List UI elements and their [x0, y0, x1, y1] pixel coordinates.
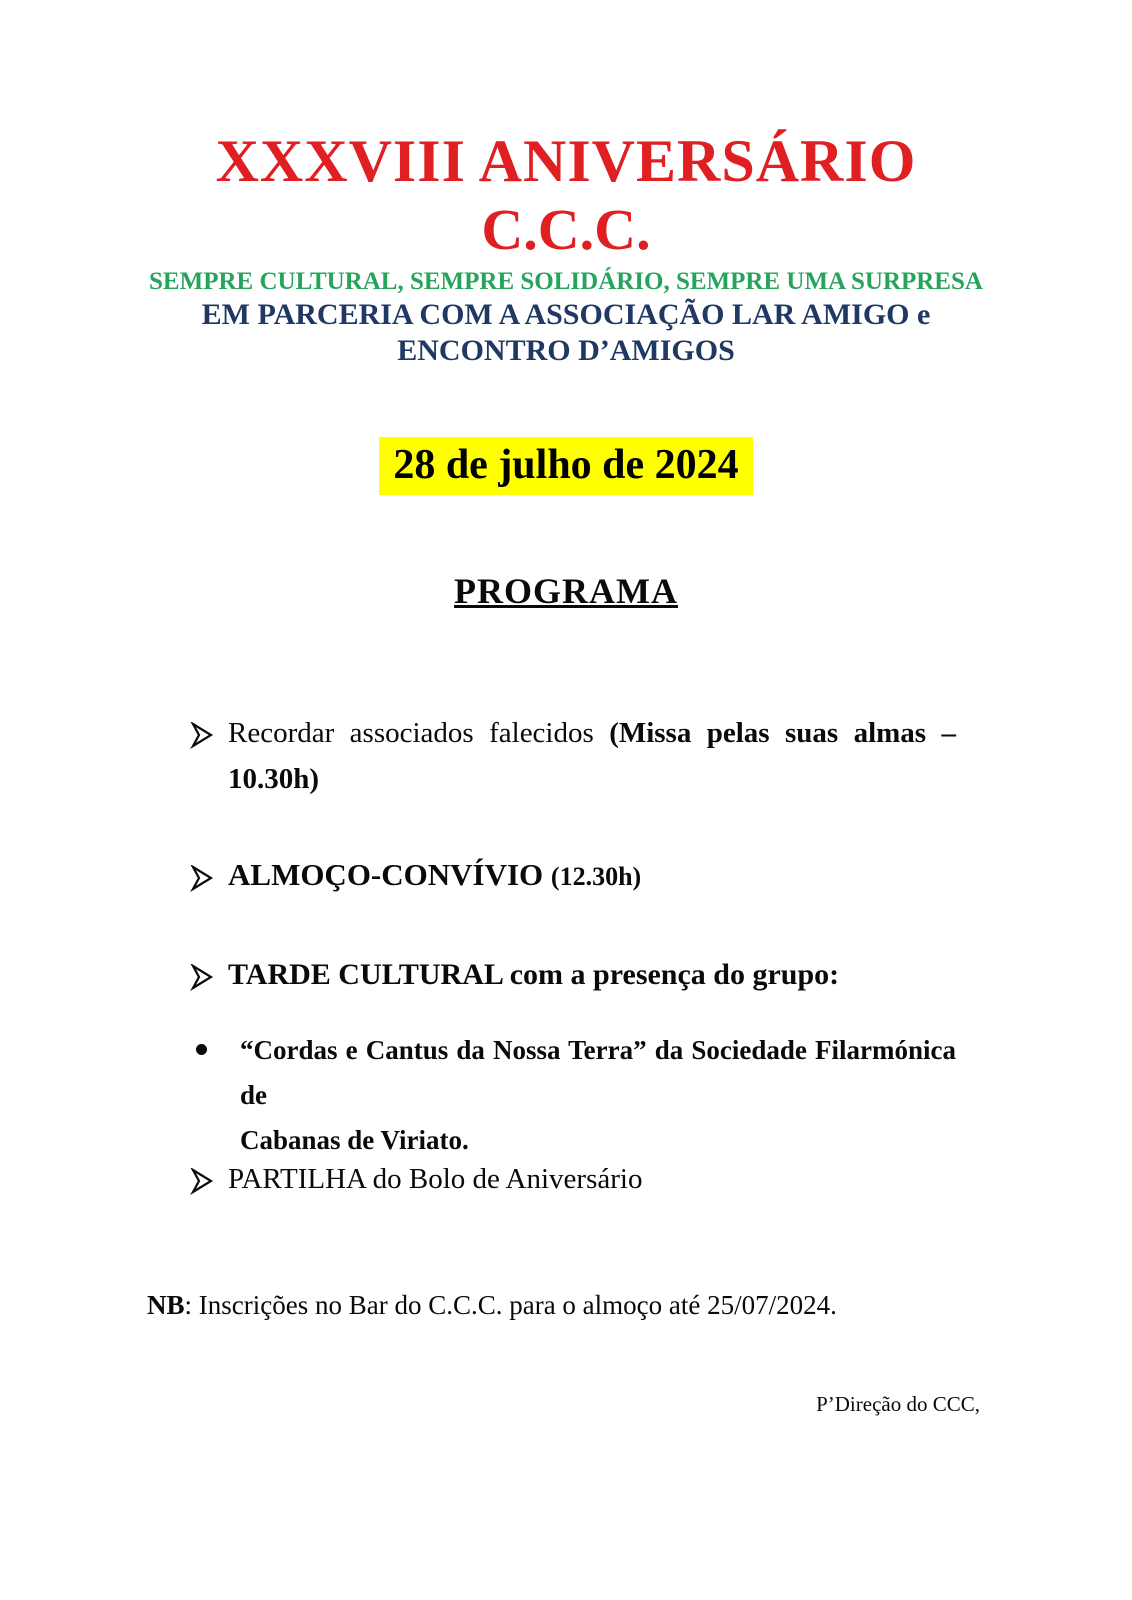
date-banner: 28 de julho de 2024 — [379, 437, 752, 495]
program-item-almoco — [190, 852, 956, 900]
arrowhead-right-icon — [190, 960, 214, 988]
date-row — [0, 437, 1132, 495]
arrowhead-right-icon — [190, 718, 214, 746]
partnership-line-2: ENCONTRO D’AMIGOS — [397, 334, 735, 367]
program-item-missa-bold: (Missa pelas suas almas – — [609, 717, 956, 749]
signature-line: P’Direção do CCC, — [816, 1392, 980, 1416]
program-item-almoco-label: ALMOÇO-CONVÍVIO — [228, 857, 544, 892]
arrowhead-right-icon — [190, 1164, 214, 1192]
partnership-lines — [0, 297, 1132, 369]
program-item-missa-line1 — [228, 710, 956, 756]
nb-label: NB — [147, 1290, 185, 1320]
nb-note — [147, 1290, 1007, 1321]
program-subitem-grupo — [190, 1028, 956, 1163]
slogan-line: SEMPRE CULTURAL, SEMPRE SOLIDÁRIO, SEMPRE UMA SURPRESA — [149, 268, 983, 295]
arrowhead-right-icon — [190, 860, 214, 888]
program-subitem-line1: “Cordas e Cantus da Nossa Terra” da Sociedade Filarmónica de — [240, 1035, 956, 1110]
page-title: XXXVIII ANIVERSÁRIO — [215, 128, 917, 194]
program-item-missa — [190, 710, 956, 802]
program-heading: PROGRAMA — [454, 571, 678, 611]
nb-text: : Inscrições no Bar do C.C.C. para o almoço até 25/07/2024. — [184, 1290, 837, 1320]
program-item-partilha — [190, 1156, 956, 1202]
program-item-tarde — [190, 952, 956, 998]
program-item-tarde-label: TARDE CULTURAL com a presença do grupo: — [228, 958, 840, 991]
program-item-partilha-label: PARTILHA do Bolo de Aniversário — [228, 1163, 643, 1195]
program-subitem-line2: Cabanas de Viriato. — [240, 1125, 469, 1155]
program-item-missa-line2: 10.30h) — [228, 763, 320, 795]
page-subtitle-ccc: C.C.C. — [481, 197, 651, 262]
program-item-almoco-time: (12.30h) — [550, 862, 642, 891]
partnership-line-1: EM PARCERIA COM A ASSOCIAÇÃO LAR AMIGO e — [201, 298, 931, 331]
program-item-missa-regular: Recordar associados falecidos — [228, 717, 594, 749]
dot-bullet-icon — [196, 1044, 207, 1055]
